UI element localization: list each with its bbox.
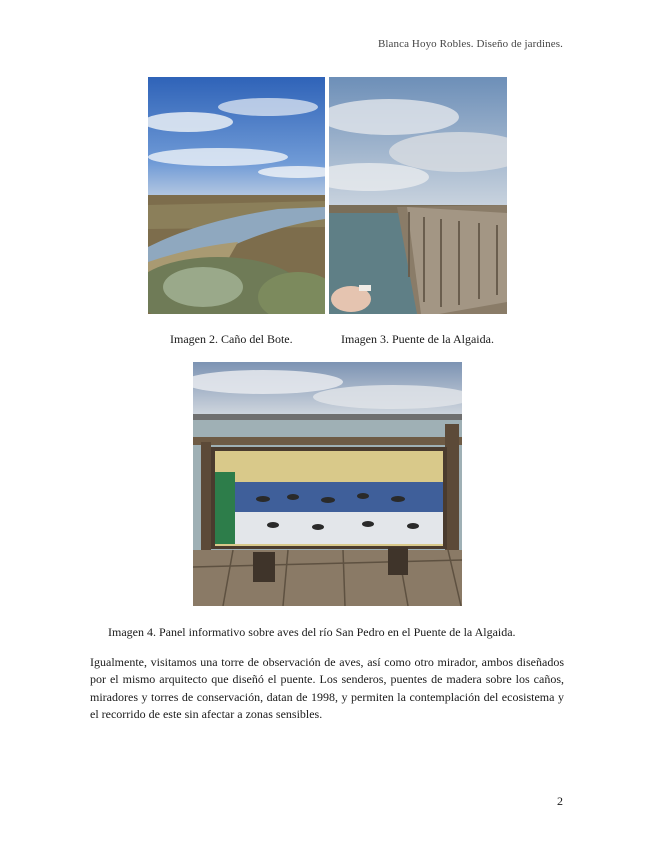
figure-caption-3: Imagen 3. Puente de la Algaida. bbox=[341, 332, 494, 346]
page-number: 2 bbox=[557, 794, 563, 808]
figure-caption-2: Imagen 2. Caño del Bote. bbox=[170, 332, 293, 346]
figure-caption-4: Imagen 4. Panel informativo sobre aves del río San Pedro en el Puente de la Algaida. bbox=[108, 625, 516, 639]
running-header: Blanca Hoyo Robles. Diseño de jardines. bbox=[377, 38, 563, 50]
photo-cano-del-bote bbox=[148, 77, 325, 314]
body-paragraph: Igualmente, visitamos una torre de observación de aves, así como otro mirador, ambos diseñados por el mismo arquitecto que diseñó el puente. Los senderos, puentes de madera sobre los caños, miradores y torres de conservación, datan de 1998, y permiten la contemplación del ecosistema y el recorrido de este sin afectar a zonas sensibles. bbox=[90, 655, 564, 722]
photo-puente-de-la-algaida bbox=[329, 77, 507, 314]
photo-panel-informativo-aves bbox=[193, 362, 462, 606]
